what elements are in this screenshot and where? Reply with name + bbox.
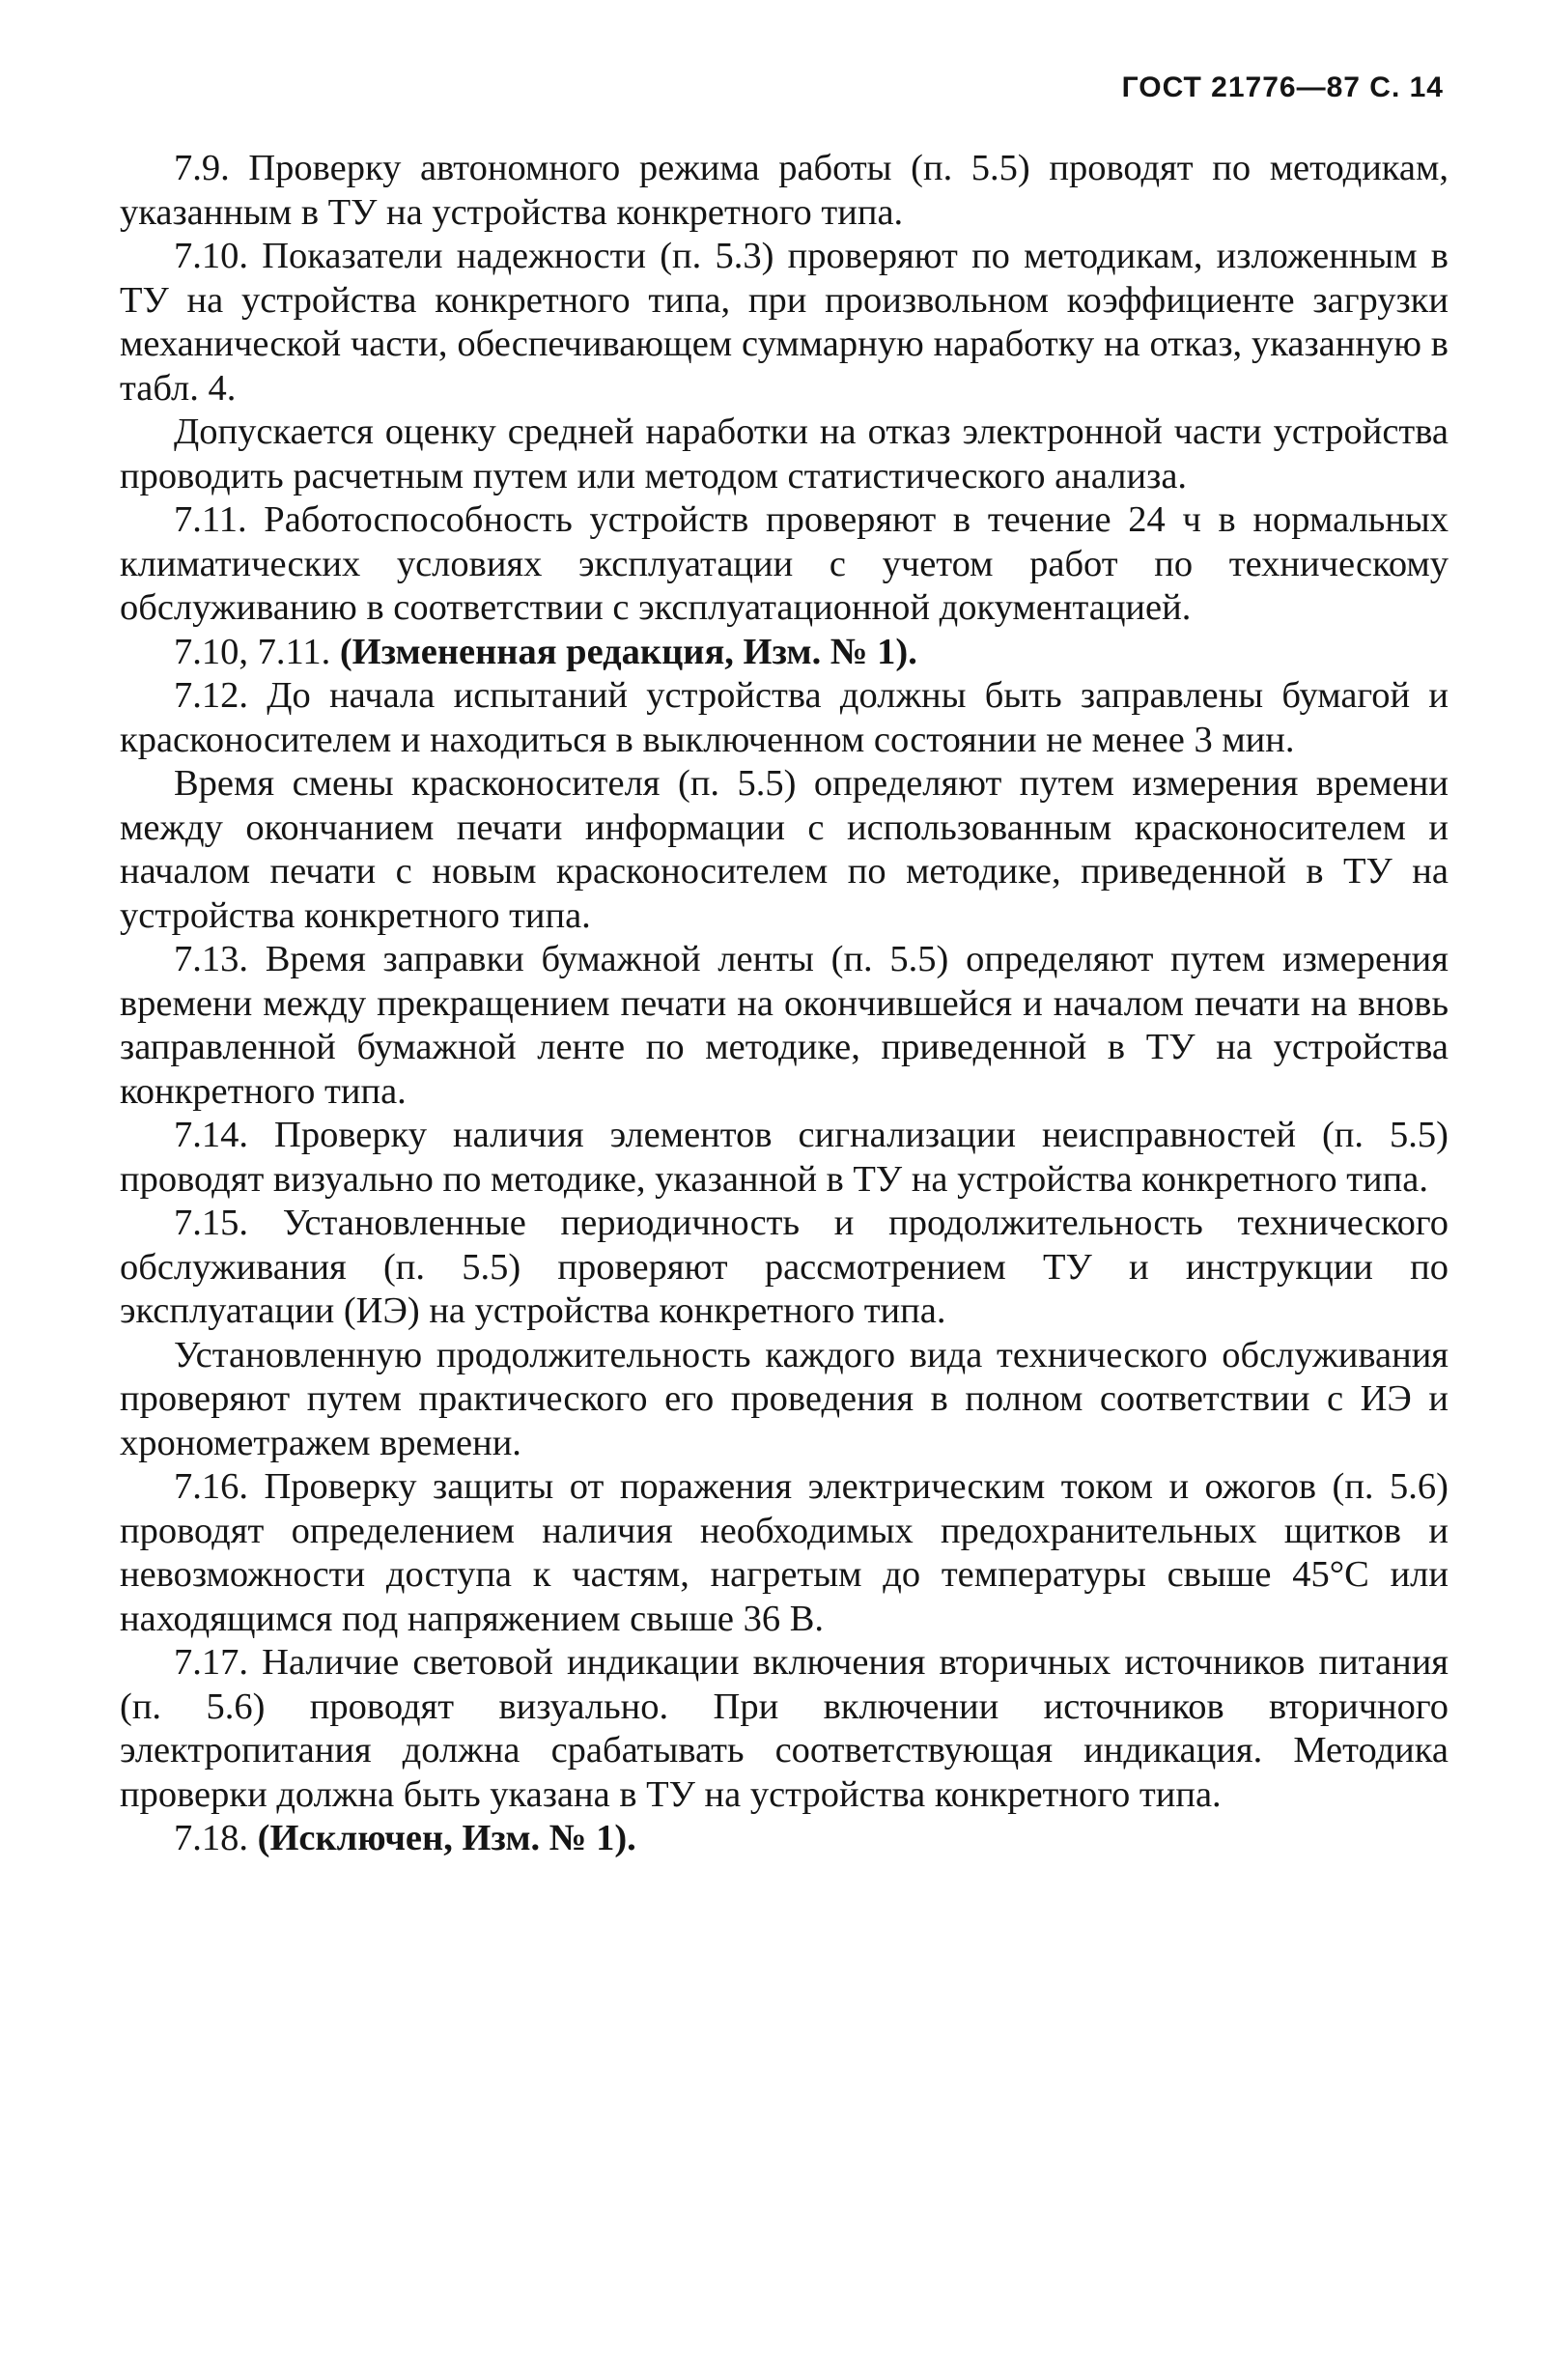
paragraph-7-12: 7.12. До начала испытаний устройства должны быть заправлены бумагой и красконосителем и находиться в выключенном состоянии не менее 3 мин.	[120, 675, 1449, 760]
amendment-note-7-18	[120, 1817, 1449, 1861]
page-header: ГОСТ 21776—87 С. 14	[1121, 71, 1444, 103]
paragraph-7-15-note: Установленную продолжительность каждого вида технического обслуживания проверяют путем практического его проведения в полном соответствии с ИЭ и хронометражем времени.	[120, 1334, 1449, 1463]
amendment-number: 7.10, 7.11.	[174, 631, 331, 672]
amendment-text: (Измененная редакция, Изм. № 1).	[339, 631, 917, 672]
amendment-note-7-10-7-11	[120, 631, 1449, 675]
paragraph-7-10-note: Допускается оценку средней наработки на отказ электронной части устройства проводить расчетным путем или методом статистического анализа.	[120, 411, 1449, 496]
paragraph-7-12-note: Время смены красконосителя (п. 5.5) определяют путем измерения времени между окончанием печати информации с использованным красконосителем и началом печати с новым красконосителем по методике, приведенной в ТУ на устройства конкретного типа.	[120, 763, 1449, 936]
paragraph-7-11: 7.11. Работоспособность устройств проверяют в течение 24 ч в нормальных климатических условиях эксплуатации с учетом работ по техническому обслуживанию в соответствии с эксплуатационной документацией.	[120, 499, 1449, 628]
amendment-number: 7.18.	[174, 1818, 248, 1858]
paragraph-7-14: 7.14. Проверку наличия элементов сигнализации неисправностей (п. 5.5) проводят визуально по методике, указанной в ТУ на устройства конкретного типа.	[120, 1115, 1449, 1200]
paragraph-7-15: 7.15. Установленные периодичность и продолжительность технического обслуживания (п. 5.5) проверяют рассмотрением ТУ и инструкции по эксплуатации (ИЭ) на устройства конкретного типа.	[120, 1203, 1449, 1331]
paragraph-7-9: 7.9. Проверку автономного режима работы (п. 5.5) проводят по методикам, указанным в ТУ на устройства конкретного типа.	[120, 148, 1449, 233]
paragraph-7-17: 7.17. Наличие световой индикации включения вторичных источников питания (п. 5.6) проводят визуально. При включении источников вторичного электропитания должна срабатывать соответствующая индикация. Методика проверки должна быть указана в ТУ на устройства конкретного типа.	[120, 1642, 1449, 1815]
paragraph-7-10: 7.10. Показатели надежности (п. 5.3) проверяют по методикам, изложенным в ТУ на устройства конкретного типа, при произвольном коэффициенте загрузки механической части, обеспечивающем суммарную наработку на отказ, указанную в табл. 4.	[120, 236, 1449, 409]
document-body	[120, 147, 1449, 1861]
amendment-text: (Исключен, Изм. № 1).	[257, 1818, 636, 1858]
paragraph-7-16: 7.16. Проверку защиты от поражения электрическим током и ожогов (п. 5.6) проводят определением наличия необходимых предохранительных щитков и невозможности доступа к частям, нагретым до температуры свыше 45°С или находящимся под напряжением свыше 36 В.	[120, 1466, 1449, 1639]
paragraph-7-13: 7.13. Время заправки бумажной ленты (п. 5.5) определяют путем измерения времени между прекращением печати на окончившейся и началом печати на вновь заправленной бумажной ленте по методике, приведенной в ТУ на устройства конкретного типа.	[120, 939, 1449, 1112]
